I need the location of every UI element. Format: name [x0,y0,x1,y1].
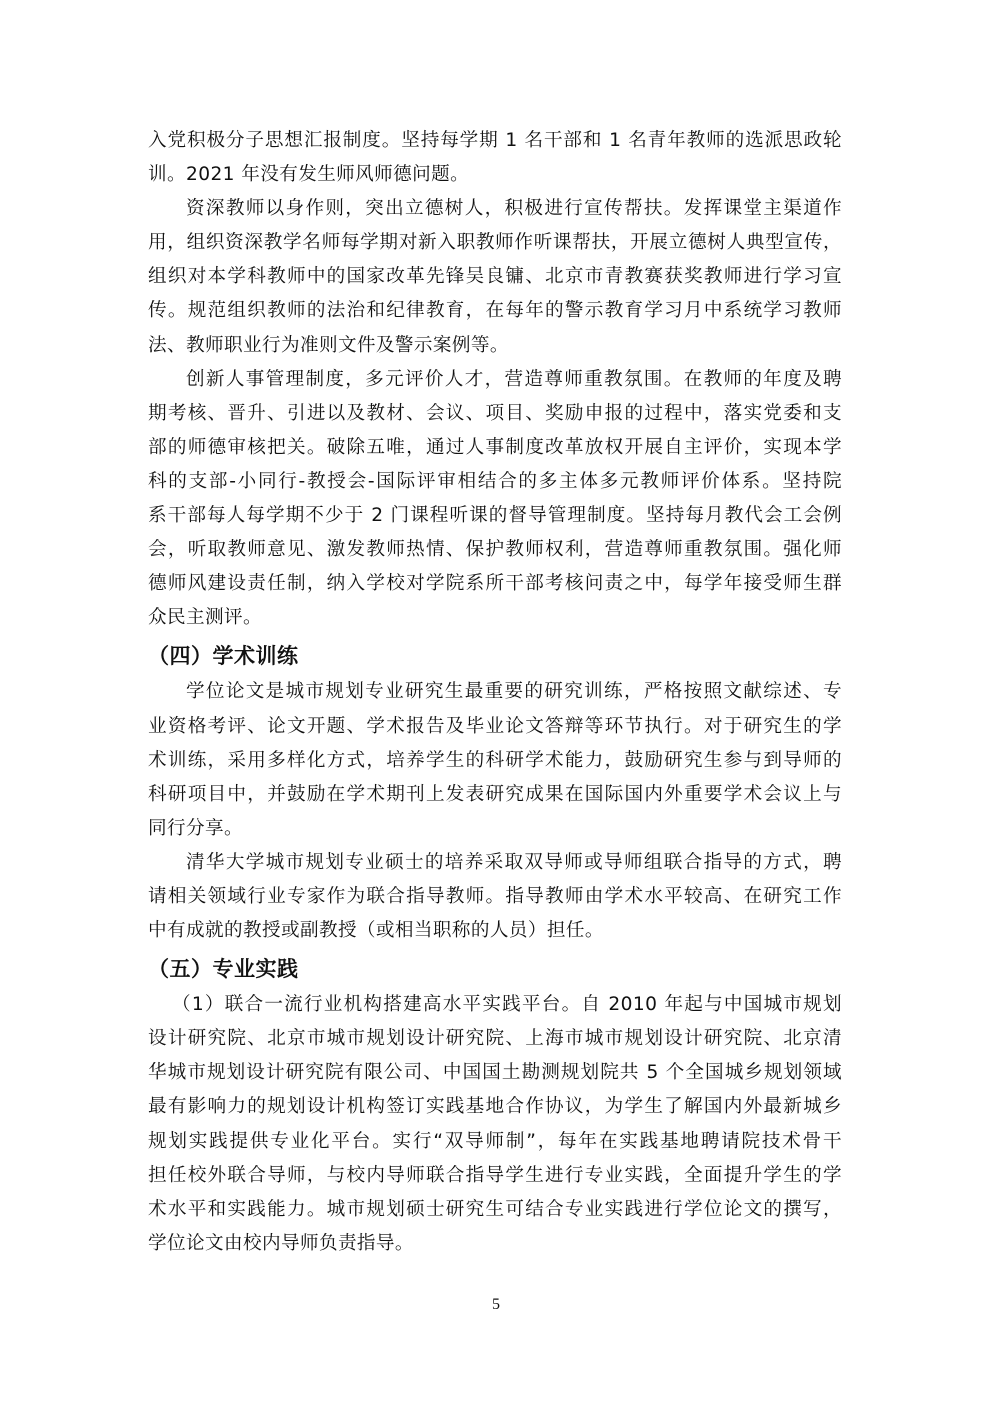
text-line: 组织对本学科教师中的国家改革先锋吴良镛、北京市青教赛获奖教师进行学习宣 [148,266,842,288]
text-line: 术训练，采用多样化方式，培养学生的科研学术能力，鼓励研究生参与到导师的 [148,749,842,771]
text-line: 会，听取教师意见、激发教师热情、保护教师权利，营造尊师重教氛围。强化师 [148,539,842,561]
text-line: 设计研究院、北京市城市规划设计研究院、上海市城市规划设计研究院、北京清 [148,1028,842,1050]
paragraph-practice-platform [148,988,842,1261]
text-line: 众民主测评。 [148,607,262,629]
text-line: 系干部每人每学期不少于 2 门课程听课的督导管理制度。坚持每月教代会工会例 [148,505,842,527]
text-line: 资深教师以身作则，突出立德树人，积极进行宣传帮扶。发挥课堂主渠道作 [186,198,842,220]
text-line: 部的师德审核把关。破除五唯，通过人事制度改革放权开展自主评价，实现本学 [148,436,842,458]
text-line: 学位论文是城市规划专业研究生最重要的研究训练，严格按照文献综述、专 [186,681,842,703]
text-line: 同行分享。 [148,817,243,839]
text-line: （1）联合一流行业机构搭建高水平实践平台。自 2010 年起与中国城市规划 [172,994,842,1016]
text-line: 德师风建设责任制，纳入学校对学院系所干部考核问责之中，每学年接受师生群 [148,573,842,595]
text-line: 入党积极分子思想汇报制度。坚持每学期 1 名干部和 1 名青年教师的选派思政轮 [148,130,842,151]
text-line: 科研项目中，并鼓励在学术期刊上发表研究成果在国际国内外重要学术会议上与 [148,783,842,805]
text-line: 华城市规划设计研究院有限公司、中国国土勘测规划院共 5 个全国城乡规划领域 [148,1062,842,1084]
text-line: 传。规范组织教师的法治和纪律教育，在每年的警示教育学习月中系统学习教师 [148,300,842,322]
text-line: 中有成就的教授或副教授（或相当职称的人员）担任。 [148,920,604,942]
document-page [148,124,842,1261]
text-line: 请相关领域行业专家作为联合指导教师。指导教师由学术水平较高、在研究工作 [148,885,842,907]
text-line: 训。2021 年没有发生师风师德问题。 [148,164,470,186]
paragraph-senior-teachers [148,192,842,362]
text-line: 最有影响力的规划设计机构签订实践基地合作协议，为学生了解国内外最新城乡 [148,1096,842,1118]
paragraph-party-report [148,124,842,192]
paragraph-personnel-system [148,363,842,636]
text-line: 科的支部-小同行-教授会-国际评审相结合的多主体多元教师评价体系。坚持院 [148,470,842,492]
text-line: 学位论文由校内导师负责指导。 [148,1232,414,1254]
text-line: 术水平和实践能力。城市规划硕士研究生可结合专业实践进行学位论文的撰写， [148,1198,842,1220]
text-line: 法、教师职业行为准则文件及警示案例等。 [148,334,509,356]
text-line: 规划实践提供专业化平台。实行“双导师制”，每年在实践基地聘请院技术骨干 [148,1130,842,1152]
text-line: 期考核、晋升、引进以及教材、会议、项目、奖励申报的过程中，落实党委和支 [148,402,842,424]
page-number: 5 [492,1296,500,1313]
paragraph-dual-supervisors [148,846,842,948]
text-line: 创新人事管理制度，多元评价人才，营造尊师重教氛围。在教师的年度及聘 [186,368,842,390]
paragraph-thesis-training [148,675,842,845]
text-line: 用，组织资深教学名师每学期对新入职教师作听课帮扶，开展立德树人典型宣传， [148,232,842,254]
section-heading-professional-practice: （五）专业实践 [148,957,299,982]
text-line: 担任校外联合导师，与校内导师联合指导学生进行专业实践，全面提升学生的学 [148,1164,842,1186]
section-heading-academic-training: （四）学术训练 [148,644,299,669]
text-line: 清华大学城市规划专业硕士的培养采取双导师或导师组联合指导的方式，聘 [186,851,842,873]
text-line: 业资格考评、论文开题、学术报告及毕业论文答辩等环节执行。对于研究生的学 [148,715,842,737]
